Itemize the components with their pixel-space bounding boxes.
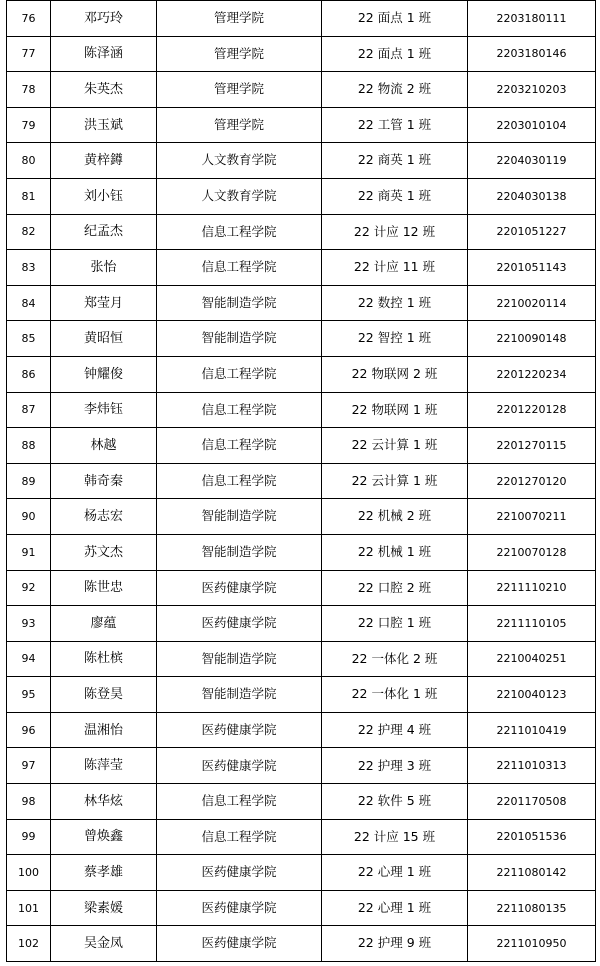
student-id: 2204030138 [468, 178, 596, 214]
student-name: 林华炫 [51, 784, 157, 820]
class-name: 22 护理 9 班 [322, 926, 468, 962]
class-name: 22 工管 1 班 [322, 107, 468, 143]
table-row [7, 641, 596, 677]
class-name: 22 物联网 2 班 [322, 356, 468, 392]
student-id: 2203210203 [468, 72, 596, 108]
row-number: 89 [7, 463, 51, 499]
student-name: 黄梓鐏 [51, 143, 157, 179]
college-name: 管理学院 [157, 72, 322, 108]
class-name: 22 一体化 2 班 [322, 641, 468, 677]
class-name: 22 云计算 1 班 [322, 428, 468, 464]
student-name: 吴金凤 [51, 926, 157, 962]
row-number: 94 [7, 641, 51, 677]
student-id: 2211110105 [468, 606, 596, 642]
student-id: 2201051143 [468, 250, 596, 286]
college-name: 医药健康学院 [157, 926, 322, 962]
student-id: 2201220234 [468, 356, 596, 392]
row-number: 85 [7, 321, 51, 357]
student-name: 朱英杰 [51, 72, 157, 108]
student-name: 洪玉斌 [51, 107, 157, 143]
student-name: 李炜钰 [51, 392, 157, 428]
student-id: 2210090148 [468, 321, 596, 357]
row-number: 96 [7, 712, 51, 748]
student-name: 林越 [51, 428, 157, 464]
college-name: 智能制造学院 [157, 534, 322, 570]
college-name: 医药健康学院 [157, 606, 322, 642]
student-id: 2210040251 [468, 641, 596, 677]
college-name: 信息工程学院 [157, 463, 322, 499]
class-name: 22 软件 5 班 [322, 784, 468, 820]
college-name: 信息工程学院 [157, 819, 322, 855]
class-name: 22 数控 1 班 [322, 285, 468, 321]
class-name: 22 心理 1 班 [322, 855, 468, 891]
table-row [7, 321, 596, 357]
class-name: 22 云计算 1 班 [322, 463, 468, 499]
college-name: 医药健康学院 [157, 570, 322, 606]
student-id: 2211080135 [468, 890, 596, 926]
row-number: 91 [7, 534, 51, 570]
table-row [7, 356, 596, 392]
row-number: 92 [7, 570, 51, 606]
row-number: 79 [7, 107, 51, 143]
college-name: 管理学院 [157, 1, 322, 37]
student-name: 杨志宏 [51, 499, 157, 535]
student-name: 陈杜槟 [51, 641, 157, 677]
row-number: 83 [7, 250, 51, 286]
college-name: 信息工程学院 [157, 214, 322, 250]
table-row [7, 570, 596, 606]
class-name: 22 口腔 2 班 [322, 570, 468, 606]
student-id: 2203180146 [468, 36, 596, 72]
row-number: 77 [7, 36, 51, 72]
row-number: 99 [7, 819, 51, 855]
student-id: 2211010313 [468, 748, 596, 784]
class-name: 22 护理 3 班 [322, 748, 468, 784]
student-name: 韩奇秦 [51, 463, 157, 499]
table-row [7, 534, 596, 570]
student-id: 2203010104 [468, 107, 596, 143]
table-row [7, 214, 596, 250]
class-name: 22 计应 15 班 [322, 819, 468, 855]
student-id: 2201220128 [468, 392, 596, 428]
row-number: 93 [7, 606, 51, 642]
student-name: 邓巧玲 [51, 1, 157, 37]
class-name: 22 护理 4 班 [322, 712, 468, 748]
student-id: 2201051536 [468, 819, 596, 855]
row-number: 87 [7, 392, 51, 428]
college-name: 管理学院 [157, 36, 322, 72]
row-number: 102 [7, 926, 51, 962]
student-id: 2211010950 [468, 926, 596, 962]
student-id: 2211110210 [468, 570, 596, 606]
row-number: 88 [7, 428, 51, 464]
class-name: 22 一体化 1 班 [322, 677, 468, 713]
class-name: 22 计应 11 班 [322, 250, 468, 286]
student-id: 2210070211 [468, 499, 596, 535]
table-row [7, 890, 596, 926]
student-name: 钟耀俊 [51, 356, 157, 392]
table-row [7, 285, 596, 321]
student-id: 2210040123 [468, 677, 596, 713]
college-name: 人文教育学院 [157, 143, 322, 179]
table-row [7, 926, 596, 962]
college-name: 医药健康学院 [157, 890, 322, 926]
table-row [7, 748, 596, 784]
class-name: 22 面点 1 班 [322, 36, 468, 72]
college-name: 医药健康学院 [157, 748, 322, 784]
table-row [7, 36, 596, 72]
row-number: 90 [7, 499, 51, 535]
student-id: 2201270120 [468, 463, 596, 499]
class-name: 22 物联网 1 班 [322, 392, 468, 428]
class-name: 22 口腔 1 班 [322, 606, 468, 642]
row-number: 97 [7, 748, 51, 784]
table-row [7, 250, 596, 286]
college-name: 智能制造学院 [157, 499, 322, 535]
student-name: 曾焕鑫 [51, 819, 157, 855]
row-number: 76 [7, 1, 51, 37]
student-id: 2203180111 [468, 1, 596, 37]
student-id: 2211010419 [468, 712, 596, 748]
student-name: 梁素媛 [51, 890, 157, 926]
table-row [7, 72, 596, 108]
student-id: 2201270115 [468, 428, 596, 464]
college-name: 智能制造学院 [157, 641, 322, 677]
student-name: 黄昭恒 [51, 321, 157, 357]
student-name: 纪孟杰 [51, 214, 157, 250]
table-row [7, 178, 596, 214]
table-row [7, 784, 596, 820]
class-name: 22 物流 2 班 [322, 72, 468, 108]
table-row [7, 1, 596, 37]
college-name: 医药健康学院 [157, 855, 322, 891]
table-row [7, 107, 596, 143]
college-name: 信息工程学院 [157, 356, 322, 392]
roster-body [7, 1, 596, 962]
student-id: 2210070128 [468, 534, 596, 570]
class-name: 22 商英 1 班 [322, 143, 468, 179]
student-name: 陈世忠 [51, 570, 157, 606]
class-name: 22 计应 12 班 [322, 214, 468, 250]
student-id: 2201051227 [468, 214, 596, 250]
table-row [7, 712, 596, 748]
student-name: 刘小钰 [51, 178, 157, 214]
student-name: 陈登昊 [51, 677, 157, 713]
class-name: 22 机械 1 班 [322, 534, 468, 570]
college-name: 医药健康学院 [157, 712, 322, 748]
college-name: 智能制造学院 [157, 321, 322, 357]
student-name: 陈萍莹 [51, 748, 157, 784]
class-name: 22 面点 1 班 [322, 1, 468, 37]
row-number: 86 [7, 356, 51, 392]
row-number: 80 [7, 143, 51, 179]
student-name: 廖蕴 [51, 606, 157, 642]
table-row [7, 428, 596, 464]
class-name: 22 机械 2 班 [322, 499, 468, 535]
college-name: 信息工程学院 [157, 250, 322, 286]
college-name: 管理学院 [157, 107, 322, 143]
college-name: 智能制造学院 [157, 285, 322, 321]
table-row [7, 499, 596, 535]
row-number: 78 [7, 72, 51, 108]
class-name: 22 商英 1 班 [322, 178, 468, 214]
college-name: 智能制造学院 [157, 677, 322, 713]
student-id: 2204030119 [468, 143, 596, 179]
student-id: 2211080142 [468, 855, 596, 891]
student-name: 郑莹月 [51, 285, 157, 321]
student-name: 张怡 [51, 250, 157, 286]
college-name: 信息工程学院 [157, 428, 322, 464]
row-number: 84 [7, 285, 51, 321]
row-number: 82 [7, 214, 51, 250]
table-row [7, 606, 596, 642]
college-name: 信息工程学院 [157, 784, 322, 820]
row-number: 95 [7, 677, 51, 713]
table-row [7, 677, 596, 713]
row-number: 101 [7, 890, 51, 926]
student-id: 2210020114 [468, 285, 596, 321]
table-row [7, 392, 596, 428]
student-name: 温湘怡 [51, 712, 157, 748]
table-row [7, 855, 596, 891]
row-number: 100 [7, 855, 51, 891]
table-row [7, 143, 596, 179]
college-name: 人文教育学院 [157, 178, 322, 214]
student-name: 蔡孝雄 [51, 855, 157, 891]
class-name: 22 智控 1 班 [322, 321, 468, 357]
table-row [7, 819, 596, 855]
class-name: 22 心理 1 班 [322, 890, 468, 926]
college-name: 信息工程学院 [157, 392, 322, 428]
student-name: 苏文杰 [51, 534, 157, 570]
row-number: 81 [7, 178, 51, 214]
table-row [7, 463, 596, 499]
student-name: 陈泽涵 [51, 36, 157, 72]
row-number: 98 [7, 784, 51, 820]
student-roster-table [6, 0, 596, 962]
student-id: 2201170508 [468, 784, 596, 820]
